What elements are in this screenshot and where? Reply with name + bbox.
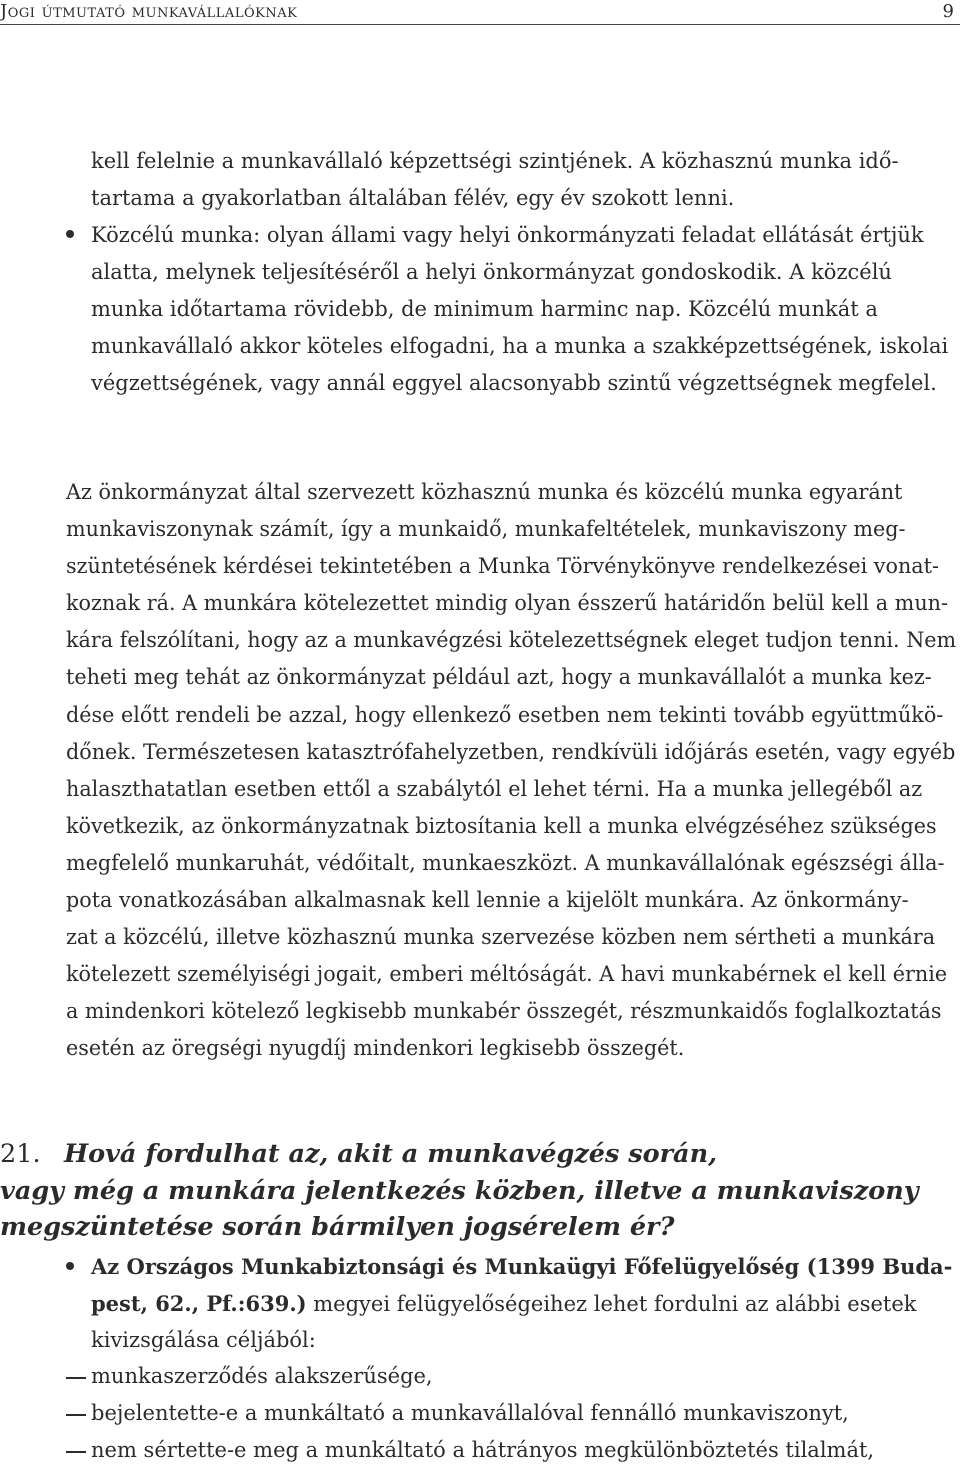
text-line: tartama a gyakorlatban általában félév, egy év szokott lenni.	[91, 186, 735, 211]
text-line: dése előtt rendeli be azzal, hogy ellenkező esetben nem tekinti tovább együttműkö-	[66, 702, 944, 727]
running-header-title: Jogi útmutató munkavállalóknak	[0, 1, 298, 22]
text-line: kell felelnie a munkavállaló képzettségi szintjének. A közhasznú munka idő-	[91, 149, 899, 173]
section-number: 21.	[0, 1139, 41, 1169]
text-line: megyei felügyelőségeihez lehet fordulni az alábbi esetek	[306, 1292, 917, 1317]
text-line: végzettségének, vagy annál eggyel alacsonyabb szintű végzettségnek megfelel.	[91, 371, 937, 396]
dash-list	[91, 1358, 874, 1469]
text-line: szüntetésének kérdései tekintetében a Munka Törvénykönyve rendelkezései vonat-	[66, 554, 939, 579]
list-item: munkaszerződés alakszerűsége,	[91, 1364, 433, 1388]
text-line: Közcélú munka: olyan állami vagy helyi önkormányzati feladat ellátását értjük	[91, 223, 924, 247]
section-heading	[0, 1136, 919, 1246]
list-item: nem sértette-e meg a munkáltató a hátrányos megkülönböztetés tilalmát,	[91, 1438, 875, 1463]
body-paragraph	[66, 474, 960, 1068]
text-line: a mindenkori kötelező legkisebb munkabér összegét, részmunkaidős foglalkoztatás	[66, 999, 942, 1024]
dash-icon	[66, 1414, 86, 1416]
dash-icon	[66, 1451, 86, 1453]
text-line: esetén az öregségi nyugdíj mindenkori legkisebb összegét.	[66, 1036, 685, 1061]
text-line: megfelelő munkaruhát, védőitalt, munkaeszközt. A munkavállalónak egészségi álla-	[66, 850, 945, 875]
authority-address: pest, 62., Pf.:639.)	[91, 1291, 307, 1317]
text-line: munkaviszonynak számít, így a munkaidő, munkafeltételek, munkaviszony meg-	[66, 517, 906, 542]
text-line: koznak rá. A munkára kötelezettet mindig olyan ésszerű határidőn belül kell a mun-	[66, 591, 948, 616]
text-line: zat a közcélú, illetve közhasznú munka szervezése közben nem sértheti a munkára	[66, 925, 936, 950]
text-line: teheti meg tehát az önkormányzat például azt, hogy a munkavállalót a munka kez-	[66, 665, 932, 690]
list-item: bejelentette-e a munkáltató a munkavállalóval fennálló munkaviszonyt,	[91, 1401, 849, 1426]
text-line: kivizsgálása céljából:	[91, 1328, 316, 1353]
authority-name: Az Országos Munkabiztonsági és Munkaügyi Főfelügyelőség (1399 Buda-	[91, 1254, 953, 1279]
section-title-line: Hová fordulhat az, akit a munkavégzés során,	[64, 1139, 718, 1169]
text-line: halaszthatatlan esetben ettől a szabálytól el lehet térni. Ha a munka jellegéből az	[66, 776, 923, 801]
text-line: alatta, melynek teljesítéséről a helyi önkormányzat gondoskodik. A közcélú	[91, 260, 892, 285]
continued-bullet-text	[91, 143, 899, 217]
dash-icon	[66, 1377, 86, 1379]
text-line: Az önkormányzat által szervezett közhasznú munka és közcélú munka egyaránt	[66, 480, 903, 504]
text-line: pota vonatkozásában alkalmasnak kell lennie a kijelölt munkára. Az önkormány-	[66, 888, 909, 913]
bullet-felugyelet	[91, 1248, 952, 1359]
text-line: kára felszólítani, hogy az a munkavégzési kötelezettségnek eleget tudjon tenni. Nem	[66, 628, 957, 653]
bullet-kozcelu	[91, 217, 948, 402]
text-line: következik, az önkormányzatnak biztosítania kell a munka elvégzéséhez szükséges	[66, 813, 937, 838]
section-title-line: vagy még a munkára jelentkezés közben, illetve a munkaviszony	[0, 1175, 919, 1206]
text-line: munka időtartama rövidebb, de minimum harminc nap. Közcélú munkát a	[91, 297, 878, 322]
page-number: 9	[942, 1, 954, 22]
bullet-icon	[66, 1262, 74, 1270]
text-line: munkavállaló akkor köteles elfogadni, ha a munka a szakképzettségének, iskolai	[91, 334, 949, 359]
text-line: kötelezett személyiségi jogait, emberi méltóságát. A havi munkabérnek el kell érnie	[66, 962, 948, 987]
section-title-line: megszüntetése során bármilyen jogsérelem ér?	[0, 1212, 675, 1242]
text-line: dőnek. Természetesen katasztrófahelyzetben, rendkívüli időjárás esetén, vagy egyéb	[66, 739, 956, 764]
bullet-icon	[66, 230, 74, 238]
